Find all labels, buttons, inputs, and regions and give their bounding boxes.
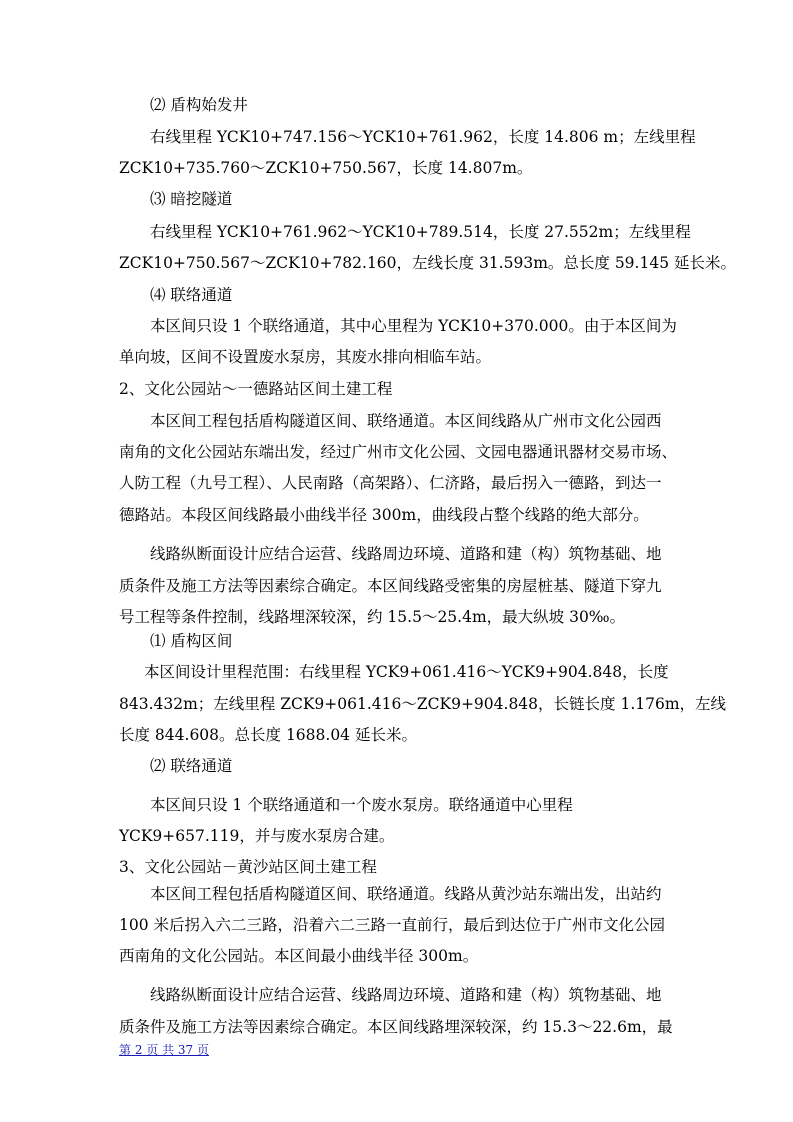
heading-shield-launch-shaft: ⑵ 盾构始发井 <box>150 96 248 114</box>
paragraph-line: 100 米后拐入六二三路，沿着六二三路一直前行，最后到达位于广州市文化公园 <box>119 916 666 934</box>
paragraph-line: 长度 844.608。总长度 1688.04 延长米。 <box>119 726 417 744</box>
heading-mined-tunnel: ⑶ 暗挖隧道 <box>150 190 233 208</box>
paragraph-line: 南角的文化公园站东端出发，经过广州市文化公园、文园电器通讯器材交易市场、 <box>119 443 678 461</box>
paragraph-line: YCK9+657.119，并与废水泵房合建。 <box>119 827 395 845</box>
heading-shield-section: ⑴ 盾构区间 <box>150 632 233 650</box>
paragraph-line: 右线里程 YCK10+761.962～YCK10+789.514，长度 27.552m；左线里程 <box>150 223 691 241</box>
paragraph-line: ZCK10+735.760～ZCK10+750.567，长度 14.807m。 <box>119 159 533 177</box>
page-number-footer[interactable]: 第 2 页 共 37 页 <box>119 1043 209 1057</box>
paragraph-line: 本区间只设 1 个联络通道和一个废水泵房。联络通道中心里程 <box>150 796 573 814</box>
paragraph-line: 本区间只设 1 个联络通道，其中心里程为 YCK10+370.000。由于本区间为 <box>150 317 677 335</box>
paragraph-line: 线路纵断面设计应结合运营、线路周边环境、道路和建（构）筑物基础、地 <box>150 986 662 1004</box>
paragraph-line: 单向坡，区间不设置废水泵房，其废水排向相临车站。 <box>119 348 492 366</box>
heading-connecting-passage: ⑵ 联络通道 <box>150 757 233 775</box>
paragraph-line: 线路纵断面设计应结合运营、线路周边环境、道路和建（构）筑物基础、地 <box>150 545 662 563</box>
section-heading-3: 3、文化公园站－黄沙站区间土建工程 <box>119 858 377 876</box>
paragraph-line: 本区间工程包括盾构隧道区间、联络通道。本区间线路从广州市文化公园西 <box>150 412 662 430</box>
paragraph-line: 本区间设计里程范围：右线里程 YCK9+061.416～YCK9+904.848，长度 <box>144 663 669 681</box>
paragraph-line: ZCK10+750.567～ZCK10+782.160，左线长度 31.593m。总长度 59.145 延长米。 <box>119 254 736 272</box>
paragraph-line: 号工程等条件控制，线路埋深较深，约 15.5～25.4m，最大纵坡 30‰。 <box>119 608 626 626</box>
heading-connecting-passage: ⑷ 联络通道 <box>150 286 233 304</box>
paragraph-line: 质条件及施工方法等因素综合确定。本区间线路埋深较深，约 15.3～22.6m，最 <box>119 1018 673 1036</box>
paragraph-line: 人防工程（九号工程）、人民南路（高架路）、仁济路，最后拐入一德路，到达一 <box>119 474 662 492</box>
paragraph-line: 本区间工程包括盾构隧道区间、联络通道。线路从黄沙站东端出发，出站约 <box>150 885 662 903</box>
paragraph-line: 德路站。本段区间线路最小曲线半径 300m，曲线段占整个线路的绝大部分。 <box>119 506 649 524</box>
paragraph-line: 质条件及施工方法等因素综合确定。本区间线路受密集的房屋桩基、隧道下穿九 <box>119 577 662 595</box>
paragraph-line: 西南角的文化公园站。本区间最小曲线半径 300m。 <box>119 947 479 965</box>
paragraph-line: 843.432m；左线里程 ZCK9+061.416～ZCK9+904.848，长链长度 1.176m，左线 <box>119 695 727 713</box>
section-heading-2: 2、文化公园站～一德路站区间土建工程 <box>119 380 393 398</box>
paragraph-line: 右线里程 YCK10+747.156～YCK10+761.962，长度 14.806 m；左线里程 <box>150 128 696 146</box>
